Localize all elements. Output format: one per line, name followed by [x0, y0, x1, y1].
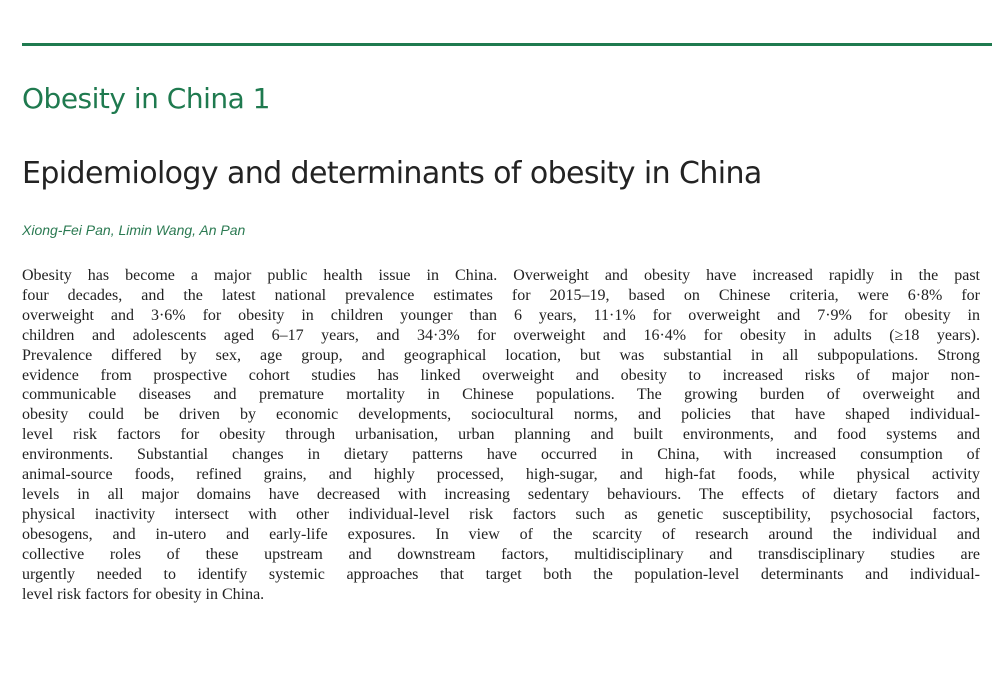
author-list: Xiong-Fei Pan, Limin Wang, An Pan [22, 222, 246, 238]
abstract-line: obesity could be driven by economic developments, sociocultural norms, and policies that have shaped individual- [22, 406, 980, 424]
abstract-line: collective roles of these upstream and downstream factors, multidisciplinary and transdisciplinary studies are [22, 545, 980, 563]
abstract-line: overweight and 3·6% for obesity in children younger than 6 years, 11·1% for overweight and 7·9% for obesity in [22, 306, 980, 324]
abstract-line: levels in all major domains have decreased with increasing sedentary behaviours. The effects of dietary factors and [22, 485, 980, 503]
abstract-line: level risk factors for obesity through urbanisation, urban planning and built environments, and food systems and [22, 426, 980, 444]
abstract-line: obesogens, and in-utero and early-life exposures. In view of the scarcity of research around the individual and [22, 525, 980, 543]
abstract-line: urgently needed to identify systemic approaches that target both the population-level determinants and individual- [22, 565, 980, 583]
abstract-line: physical inactivity intersect with other individual-level risk factors such as genetic susceptibility, psychosocial factors, [22, 505, 980, 523]
series-title: Obesity in China 1 [22, 82, 270, 115]
abstract-line: communicable diseases and premature mortality in Chinese populations. The growing burden of overweight and [22, 386, 980, 404]
article-title: Epidemiology and determinants of obesity in China [22, 156, 762, 191]
abstract-line: four decades, and the latest national prevalence estimates for 2015–19, based on Chinese criteria, were 6·8% for [22, 286, 980, 304]
abstract-line: Obesity has become a major public health issue in China. Overweight and obesity have increased rapidly in the past [22, 267, 980, 284]
abstract [22, 266, 980, 604]
top-divider [22, 43, 992, 46]
abstract-line: evidence from prospective cohort studies has linked overweight and obesity to increased risks of major non- [22, 366, 980, 384]
abstract-line: animal-source foods, refined grains, and highly processed, high-sugar, and high-fat foods, while physical activity [22, 466, 980, 484]
abstract-line: Prevalence differed by sex, age group, and geographical location, but was substantial in all subpopulations. Strong [22, 346, 980, 364]
abstract-line: children and adolescents aged 6–17 years, and 34·3% for overweight and 16·4% for obesity in adults (≥18 years). [22, 326, 980, 344]
abstract-line: environments. Substantial changes in dietary patterns have occurred in China, with increased consumption of [22, 446, 980, 464]
abstract-line: level risk factors for obesity in China. [22, 585, 265, 603]
